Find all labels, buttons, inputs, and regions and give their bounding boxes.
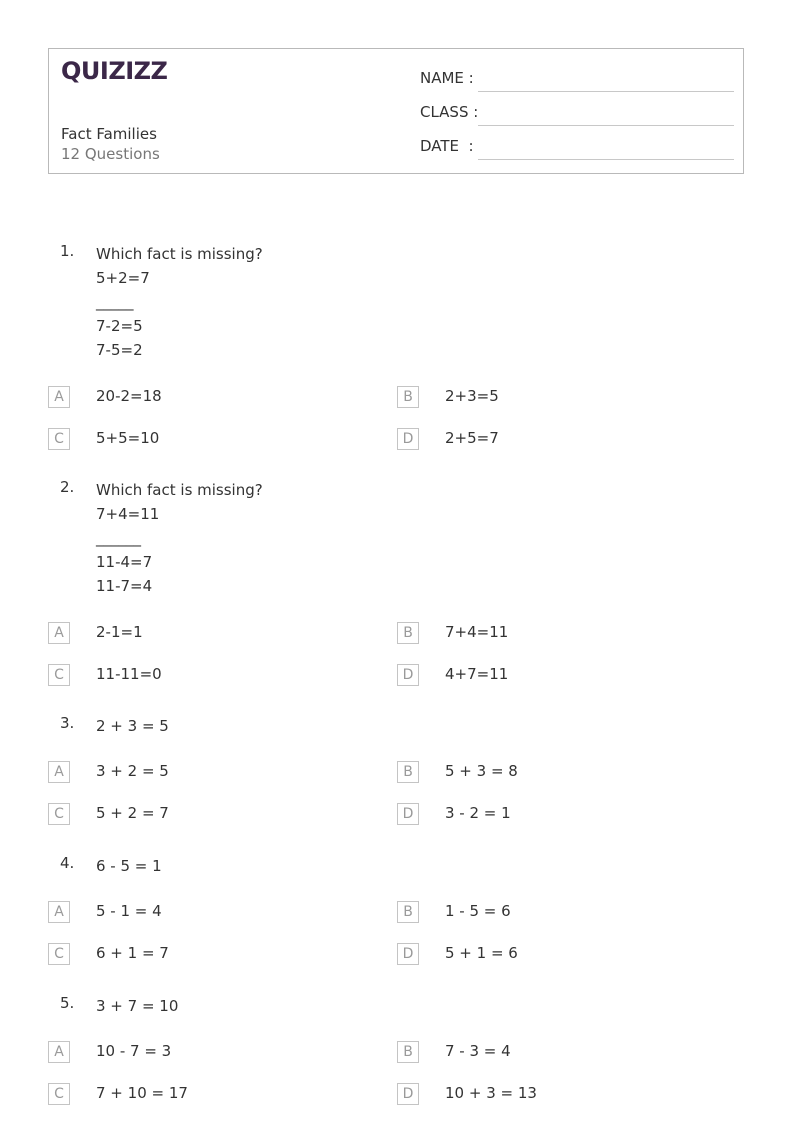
worksheet-header	[48, 48, 744, 174]
option-letter: D	[397, 1083, 419, 1105]
question-line: Which fact is missing?	[96, 481, 263, 499]
date-field[interactable]	[420, 137, 734, 161]
question-line: 5+2=7	[96, 269, 150, 287]
option-letter: C	[48, 664, 70, 686]
question-line: 11-4=7	[96, 553, 153, 571]
option-text: 2-1=1	[96, 623, 143, 641]
option-text: 10 + 3 = 13	[445, 1084, 537, 1102]
class-label: CLASS :	[420, 103, 479, 121]
question-line: Which fact is missing?	[96, 245, 263, 263]
option-text: 3 + 2 = 5	[96, 762, 169, 780]
option-letter: B	[397, 761, 419, 783]
option-letter: A	[48, 901, 70, 923]
question-text	[96, 242, 263, 362]
option-text: 6 + 1 = 7	[96, 944, 169, 962]
option-letter: C	[48, 943, 70, 965]
option-text: 1 - 5 = 6	[445, 902, 511, 920]
option-letter: A	[48, 761, 70, 783]
option-text: 7+4=11	[445, 623, 509, 641]
option-text: 5+5=10	[96, 429, 160, 447]
option-letter: B	[397, 622, 419, 644]
option-text: 7 + 10 = 17	[96, 1084, 188, 1102]
question-number: 1.	[60, 242, 75, 260]
date-line[interactable]	[478, 159, 734, 160]
class-field[interactable]	[420, 103, 734, 127]
option-letter: B	[397, 386, 419, 408]
option-text: 5 + 1 = 6	[445, 944, 518, 962]
question-line: _____	[96, 293, 134, 311]
option-text: 3 - 2 = 1	[445, 804, 511, 822]
date-label: DATE :	[420, 137, 474, 155]
option-text: 20-2=18	[96, 387, 162, 405]
option-letter: B	[397, 1041, 419, 1063]
class-line[interactable]	[478, 125, 734, 126]
question-text	[96, 714, 169, 738]
option-text: 4+7=11	[445, 665, 509, 683]
question-line: 3 + 7 = 10	[96, 997, 179, 1015]
option-text: 5 - 1 = 4	[96, 902, 162, 920]
option-letter: A	[48, 622, 70, 644]
option-text: 10 - 7 = 3	[96, 1042, 172, 1060]
option-text: 11-11=0	[96, 665, 162, 683]
question-line: 2 + 3 = 5	[96, 717, 169, 735]
question-number: 5.	[60, 994, 75, 1012]
name-line[interactable]	[478, 91, 734, 92]
question-count: 12 Questions	[61, 145, 160, 163]
option-text: 2+3=5	[445, 387, 499, 405]
option-letter: D	[397, 428, 419, 450]
quizizz-logo: QUIZIZZ	[61, 57, 168, 85]
question-number: 2.	[60, 478, 75, 496]
worksheet-title: Fact Families	[61, 125, 157, 143]
question-text	[96, 854, 162, 878]
name-label: NAME :	[420, 69, 474, 87]
option-letter: D	[397, 943, 419, 965]
option-text: 5 + 2 = 7	[96, 804, 169, 822]
option-letter: A	[48, 386, 70, 408]
option-letter: C	[48, 428, 70, 450]
question-number: 3.	[60, 714, 75, 732]
option-letter: B	[397, 901, 419, 923]
option-text: 7 - 3 = 4	[445, 1042, 511, 1060]
option-letter: A	[48, 1041, 70, 1063]
question-line: 6 - 5 = 1	[96, 857, 162, 875]
question-line: 7+4=11	[96, 505, 160, 523]
option-letter: C	[48, 803, 70, 825]
question-line: 11-7=4	[96, 577, 153, 595]
option-letter: D	[397, 803, 419, 825]
option-letter: C	[48, 1083, 70, 1105]
option-text: 5 + 3 = 8	[445, 762, 518, 780]
question-line: ______	[96, 529, 141, 547]
question-text	[96, 994, 178, 1018]
option-text: 2+5=7	[445, 429, 499, 447]
question-line: 7-2=5	[96, 317, 143, 335]
question-text	[96, 478, 263, 598]
question-line: 7-5=2	[96, 341, 143, 359]
question-number: 4.	[60, 854, 75, 872]
option-letter: D	[397, 664, 419, 686]
name-field[interactable]	[420, 69, 734, 93]
